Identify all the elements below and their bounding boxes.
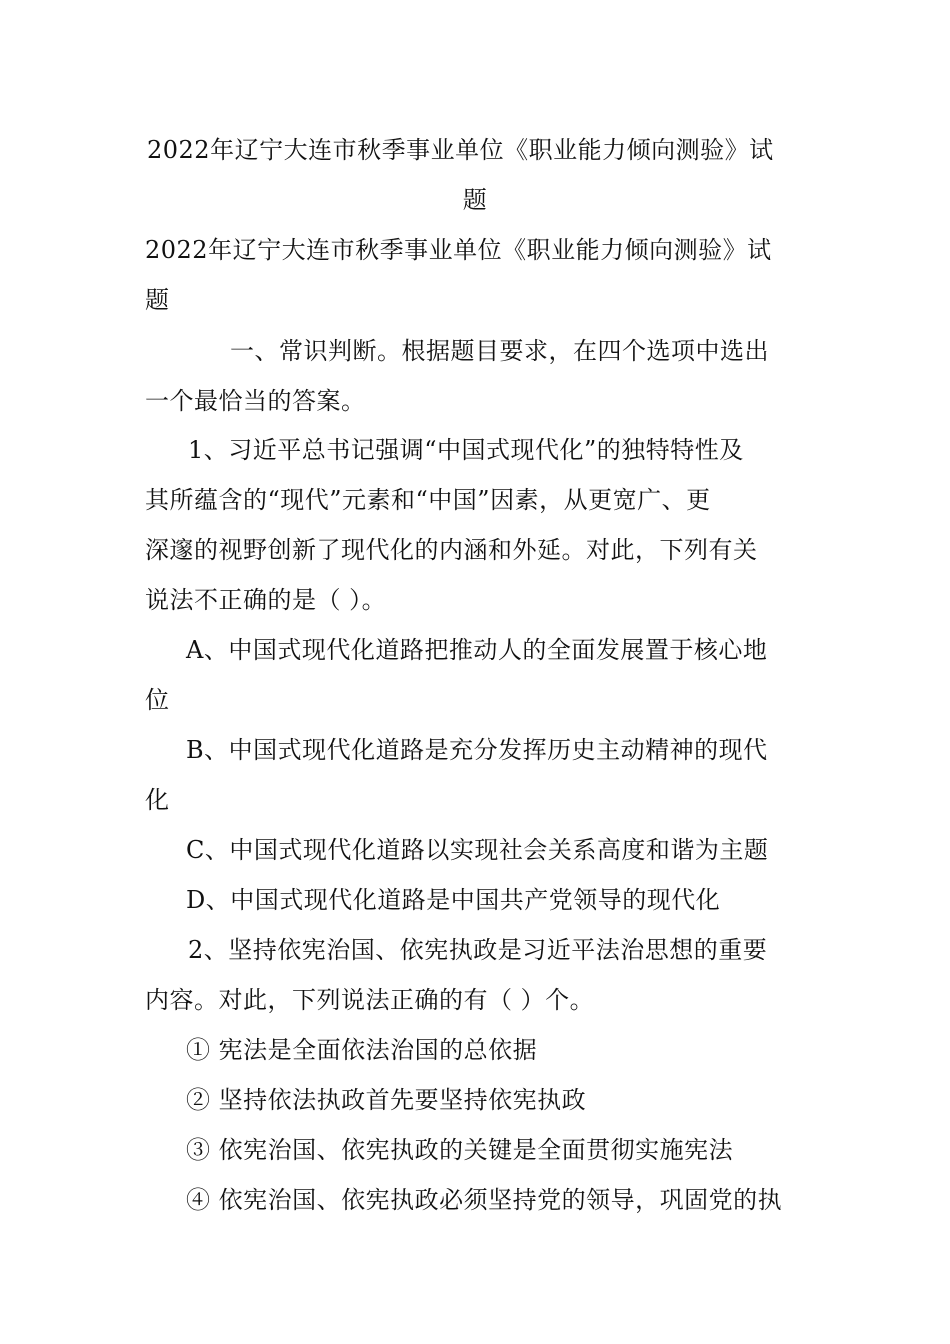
question-1-option-b-line-2: 化 — [145, 786, 170, 814]
document-subtitle-line-2: 题 — [145, 286, 170, 314]
question-1-option-a-line-1: A、中国式现代化道路把推动人的全面发展置于核心地 — [186, 636, 768, 664]
question-2-line-2: 内容。对此，下列说法正确的有（ ）个。 — [145, 986, 595, 1014]
question-2-item-2: ② 坚持依法执政首先要坚持依宪执政 — [186, 1086, 587, 1114]
document-title-line-2: 题 — [462, 186, 488, 214]
document-subtitle-line-1: 2022年辽宁大连市秋季事业单位《职业能力倾向测验》试 — [145, 236, 772, 264]
question-1-line-2: 其所蕴含的“现代”元素和“中国”因素，从更宽广、更 — [145, 486, 711, 514]
question-1-line-3: 深邃的视野创新了现代化的内涵和外延。对此，下列有关 — [145, 536, 758, 564]
question-1-line-4: 说法不正确的是（ ）。 — [145, 586, 387, 614]
question-2-item-1: ① 宪法是全面依法治国的总依据 — [186, 1036, 538, 1064]
question-1-option-a-line-2: 位 — [145, 686, 170, 714]
question-1-option-b-line-1: B、中国式现代化道路是充分发挥历史主动精神的现代 — [186, 736, 768, 764]
question-1-line-1: 1、习近平总书记强调“中国式现代化”的独特特性及 — [188, 436, 744, 464]
question-1-option-c: C、中国式现代化道路以实现社会关系高度和谐为主题 — [186, 836, 769, 864]
question-2-item-3: ③ 依宪治国、依宪执政的关键是全面贯彻实施宪法 — [186, 1136, 734, 1164]
question-1-option-d: D、中国式现代化道路是中国共产党领导的现代化 — [186, 886, 721, 914]
section-heading-line-1: 一、常识判断。根据题目要求，在四个选项中选出 — [230, 337, 769, 365]
document-title-line-1: 2022年辽宁大连市秋季事业单位《职业能力倾向测验》试 — [147, 136, 774, 164]
question-2-line-1: 2、坚持依宪治国、依宪执政是习近平法治思想的重要 — [188, 936, 768, 964]
question-2-item-4: ④ 依宪治国、依宪执政必须坚持党的领导，巩固党的执 — [186, 1186, 783, 1214]
section-heading-line-2: 一个最恰当的答案。 — [145, 387, 366, 415]
